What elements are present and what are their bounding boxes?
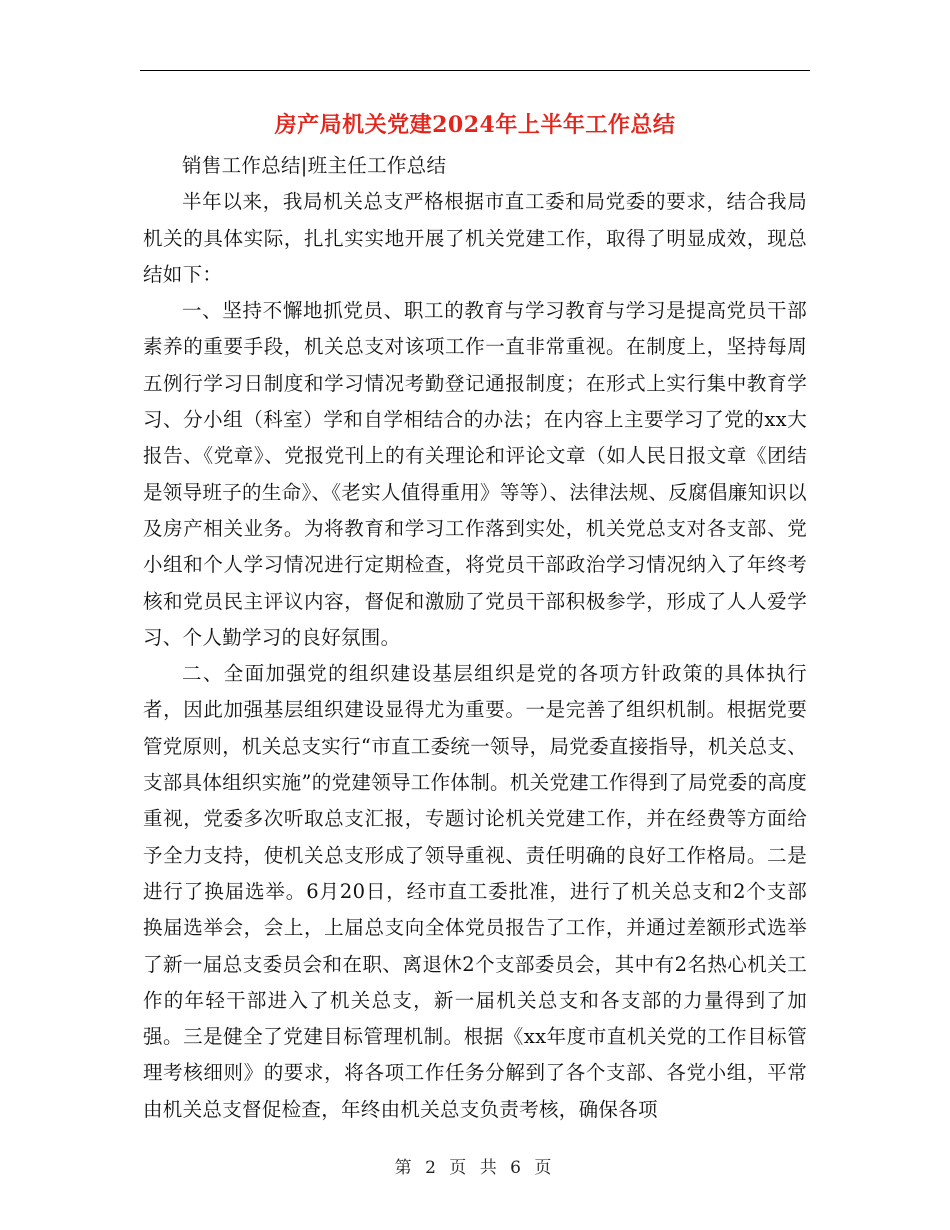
paragraph-section-1: 一、坚持不懈地抓党员、职工的教育与学习教育与学习是提高党员干部素养的重要手段，机关总支对该项工作一直非常重视。在制度上，坚持每周五例行学习日制度和学习情况考勤登记通报制度；在形式上实行集中教育学习、分小组（科室）学和自学相结合的办法；在内容上主要学习了党的xx大报告、《党章》、党报党刊上的有关理论和评论文章（如人民日报文章《团结是领导班子的生命》、《老实人值得重用》等等）、法律法规、反腐倡廉知识以及房产相关业务。为将教育和学习工作落到实处，机关党总支对各支部、党小组和个人学习情况进行定期检查，将党员干部政治学习情况纳入了年终考核和党员民主评议内容，督促和激励了党员干部积极参学，形成了人人爱学习、个人勤学习的良好氛围。 <box>143 299 807 649</box>
document-title: 房产局机关党建2024年上半年工作总结 <box>274 112 676 138</box>
document-body <box>143 148 807 1128</box>
header-rule <box>140 70 810 71</box>
paragraph-intro: 半年以来，我局机关总支严格根据市直工委和局党委的要求，结合我局机关的具体实际，扎扎实实地开展了机关党建工作，取得了明显成效，现总结如下： <box>143 190 807 286</box>
paragraph-section-2: 二、全面加强党的组织建设基层组织是党的各项方针政策的具体执行者，因此加强基层组织建设显得尤为重要。一是完善了组织机制。根据党要管党原则，机关总支实行“市直工委统一领导，局党委直接指导，机关总支、支部具体组织实施”的党建领导工作体制。机关党建工作得到了局党委的高度重视，党委多次听取总支汇报，专题讨论机关党建工作，并在经费等方面给予全力支持，使机关总支形成了领导重视、责任明确的良好工作格局。二是进行了换届选举。6月20日，经市直工委批准，进行了机关总支和2个支部换届选举会，会上，上届总支向全体党员报告了工作，并通过差额形式选举了新一届总支委员会和在职、离退休2个支部委员会，其中有2名热心机关工作的年轻干部进入了机关总支，新一届机关总支和各支部的力量得到了加强。三是健全了党建目标管理机制。根据《xx年度市直机关党的工作目标管理考核细则》的要求，将各项工作任务分解到了各个支部、各党小组，平常由机关总支督促检查，年终由机关总支负责考核，确保各项 <box>143 662 807 1121</box>
page-number: 第 2 页 共 6 页 <box>394 1158 556 1178</box>
paragraph-subheading: 销售工作总结|班主任工作总结 <box>182 154 447 177</box>
